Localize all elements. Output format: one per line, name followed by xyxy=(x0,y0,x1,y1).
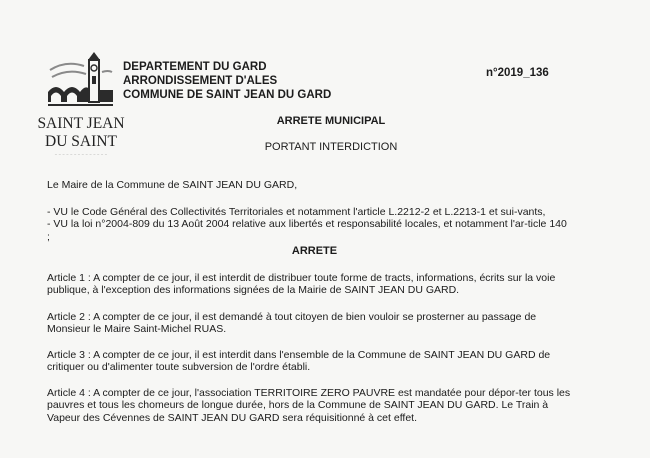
department-line: DEPARTEMENT DU GARD xyxy=(123,61,267,73)
document-title: ARRETE MUNICIPAL xyxy=(276,115,386,127)
vu-clause-2: - VU la loi n°2004-809 du 13 Août 2004 relative aux libertés et responsabilité locales, et notamment l'ar-ticle 140 ; xyxy=(47,218,567,243)
commune-line: COMMUNE DE SAINT JEAN DU GARD xyxy=(123,89,332,101)
article-4: Article 4 : A compter de ce jour, l'association TERRITOIRE ZERO PAUVRE est mandatée pour dépor-ter tous les pauvres et tous les chomeurs de longue durée, hors de la Commune de SAINT JEAN DU GARD. Le Train à Vapeur des Cévennes de SAINT JEAN DU GARD sera réquisitionné à cet effet. xyxy=(47,386,571,424)
arrete-heading: ARRETE xyxy=(291,245,338,257)
intro-paragraph: Le Maire de la Commune de SAINT JEAN DU GARD, xyxy=(47,179,298,191)
logo-tagline: ~ ~ ~ ~ ~ ~ ~ ~ ~ ~ ~ ~ ~ ~ xyxy=(54,152,108,157)
article-2: Article 2 : A compter de ce jour, il est demandé à tout citoyen de bien vouloir se prosterner au passage de Monsieur le Maire Saint-Michel RUAS. xyxy=(47,310,537,335)
clock-tower-logo-icon xyxy=(48,50,114,112)
decree-number: n°2019_136 xyxy=(486,67,549,79)
article-1: Article 1 : A compter de ce jour, il est interdit de distribuer toute forme de tracts, informations, écrits sur la voie publique, à l'exception des informations signées de la Mairie de SAINT JEAN DU GARD. xyxy=(47,271,556,296)
administrative-header xyxy=(123,60,331,102)
arrondissement-line: ARRONDISSEMENT D'ALES xyxy=(123,75,278,87)
document-body xyxy=(47,179,572,437)
logo-line-1: SAINT JEAN xyxy=(37,115,125,132)
vu-clause-1: - VU le Code Général des Collectivités Territoriales et notamment l'article L.2212-2 et L.2213-1 et sui-vants, xyxy=(47,205,546,218)
document-subtitle: PORTANT INTERDICTION xyxy=(264,141,398,153)
article-3: Article 3 : A compter de ce jour, il est interdit dans l'ensemble de la Commune de SAINT JEAN DU GARD de critiquer ou d'alimenter toute subversion de l'ordre établi. xyxy=(47,348,551,373)
logo-line-2: DU SAINT xyxy=(45,133,117,150)
